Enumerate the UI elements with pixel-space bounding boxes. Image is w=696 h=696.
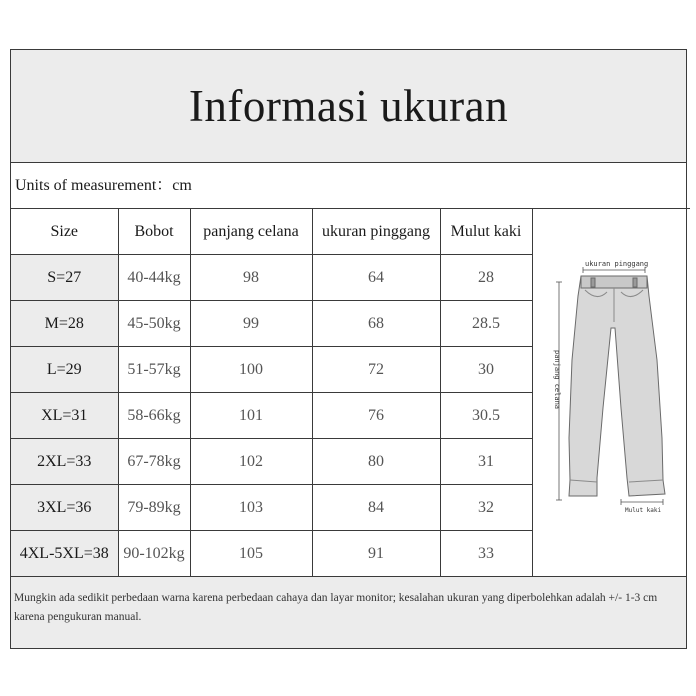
hem-cell: 33 bbox=[440, 531, 532, 577]
size-cell: 2XL=33 bbox=[11, 439, 118, 485]
length-label: panjang celana bbox=[553, 350, 561, 410]
weight-cell: 45-50kg bbox=[118, 301, 190, 347]
size-cell: M=28 bbox=[11, 301, 118, 347]
size-cell: L=29 bbox=[11, 347, 118, 393]
waist-cell: 91 bbox=[312, 531, 440, 577]
waist-cell: 68 bbox=[312, 301, 440, 347]
size-cell: XL=31 bbox=[11, 393, 118, 439]
length-cell: 101 bbox=[190, 393, 312, 439]
length-cell: 98 bbox=[190, 255, 312, 301]
waist-cell: 80 bbox=[312, 439, 440, 485]
length-cell: 100 bbox=[190, 347, 312, 393]
trousers-icon bbox=[569, 276, 665, 496]
waist-cell: 64 bbox=[312, 255, 440, 301]
size-cell: S=27 bbox=[11, 255, 118, 301]
waist-label: ukuran pinggang bbox=[585, 260, 649, 268]
header-bobot: Bobot bbox=[118, 209, 190, 255]
weight-cell: 51-57kg bbox=[118, 347, 190, 393]
size-cell: 4XL-5XL=38 bbox=[11, 531, 118, 577]
weight-cell: 58-66kg bbox=[118, 393, 190, 439]
units-label: Units of measurement：cm bbox=[11, 163, 690, 209]
hem-cell: 30 bbox=[440, 347, 532, 393]
disclaimer-note: Mungkin ada sedikit perbedaan warna karena perbedaan cahaya dan layar monitor; kesalahan ukuran yang diperbolehkan adalah +/- 1-3 cm karena pengukuran manual. bbox=[11, 576, 686, 648]
length-cell: 103 bbox=[190, 485, 312, 531]
hem-cell: 28.5 bbox=[440, 301, 532, 347]
hem-cell: 30.5 bbox=[440, 393, 532, 439]
hem-cell: 31 bbox=[440, 439, 532, 485]
length-cell: 102 bbox=[190, 439, 312, 485]
trousers-diagram bbox=[545, 210, 681, 520]
hem-label: Mulut kaki bbox=[625, 507, 662, 514]
header-size: Size bbox=[11, 209, 118, 255]
header-panjang-celana: panjang celana bbox=[190, 209, 312, 255]
header-mulut-kaki: Mulut kaki bbox=[440, 209, 532, 255]
hem-cell: 32 bbox=[440, 485, 532, 531]
weight-cell: 79-89kg bbox=[118, 485, 190, 531]
waist-cell: 72 bbox=[312, 347, 440, 393]
waist-cell: 76 bbox=[312, 393, 440, 439]
length-cell: 99 bbox=[190, 301, 312, 347]
header-ukuran-pinggang: ukuran pinggang bbox=[312, 209, 440, 255]
weight-cell: 67-78kg bbox=[118, 439, 190, 485]
hem-cell: 28 bbox=[440, 255, 532, 301]
page-title: Informasi ukuran bbox=[188, 81, 509, 131]
weight-cell: 40-44kg bbox=[118, 255, 190, 301]
weight-cell: 90-102kg bbox=[118, 531, 190, 577]
size-cell: 3XL=36 bbox=[11, 485, 118, 531]
waist-cell: 84 bbox=[312, 485, 440, 531]
length-cell: 105 bbox=[190, 531, 312, 577]
title-band bbox=[11, 50, 686, 163]
